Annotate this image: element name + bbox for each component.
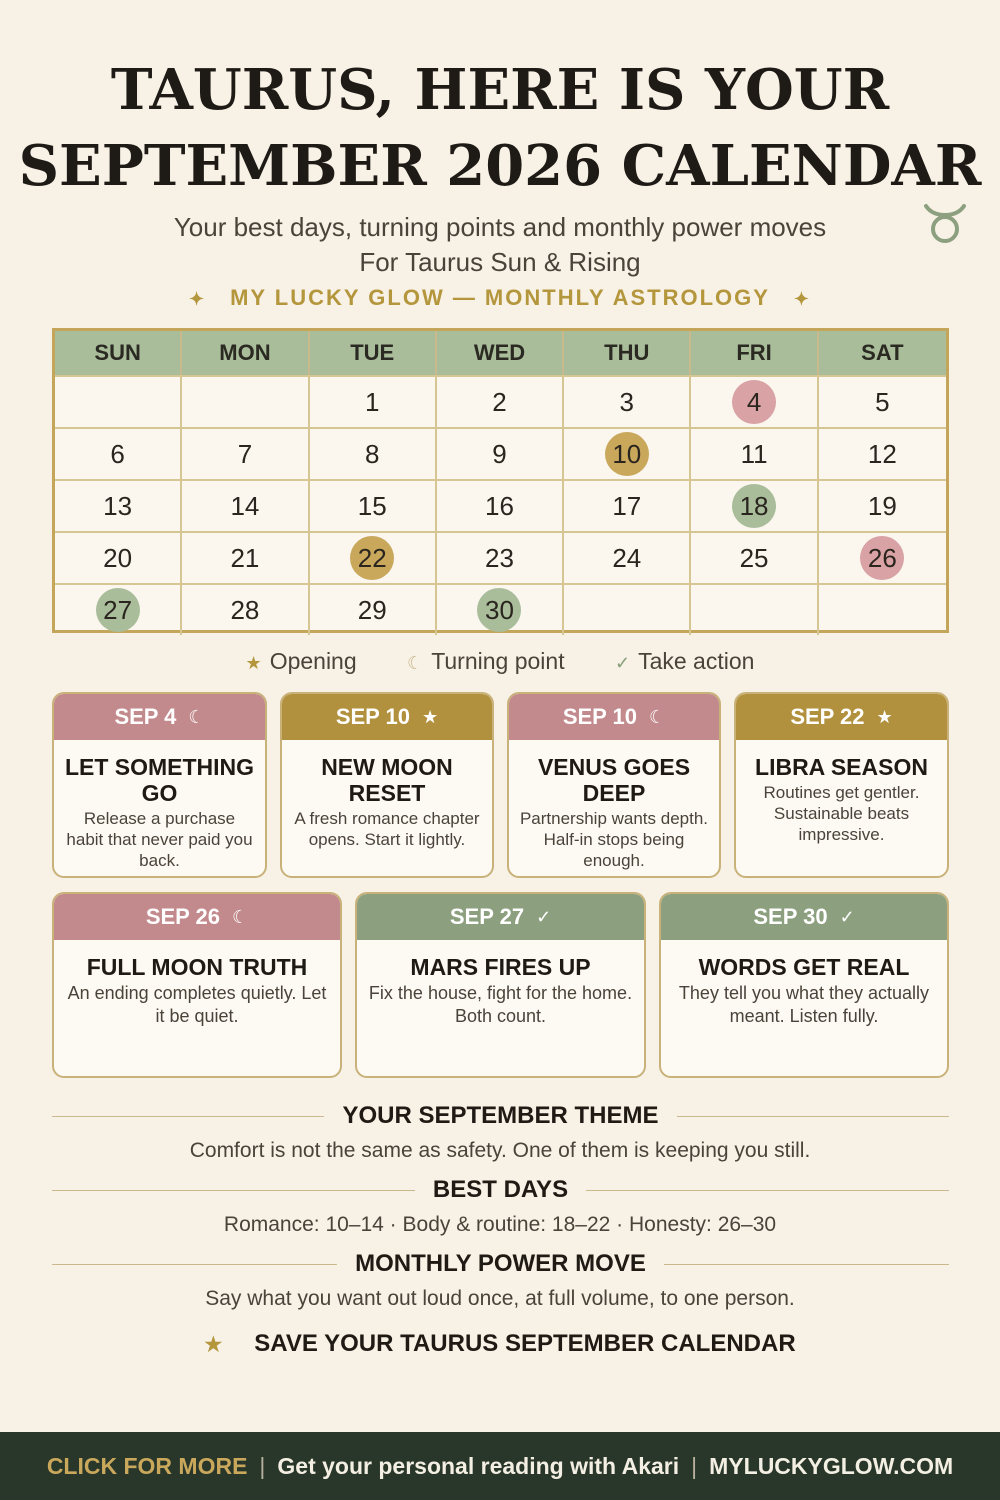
weekday-sun: SUN — [55, 331, 182, 375]
legend-opening — [246, 648, 357, 674]
card-title: WORDS GET REAL — [698, 954, 910, 980]
legend-take-action — [615, 648, 754, 674]
day-number: 12 — [867, 438, 897, 469]
card-date: SEP 30 — [753, 904, 828, 929]
star-icon: ★ — [876, 706, 893, 727]
card-date: SEP 10 — [335, 704, 411, 729]
day-number: 8 — [364, 438, 380, 469]
title-line-2: SEPTEMBER 2026 CALENDAR — [18, 133, 982, 199]
highlighted-day-number: 27 — [96, 588, 140, 632]
click-for-more-link[interactable]: CLICK FOR MORE — [46, 1452, 248, 1479]
theme-text: Comfort is not the same as safety. One of them is keeping you still. — [189, 1139, 811, 1162]
star-icon: ★ — [422, 706, 439, 727]
day-number: 15 — [357, 490, 387, 521]
day-number: 7 — [237, 438, 253, 469]
day-number: 3 — [619, 386, 635, 417]
calendar-day[interactable] — [55, 479, 182, 531]
save-calendar-link[interactable] — [0, 1330, 1000, 1358]
calendar-day[interactable] — [564, 427, 691, 479]
calendar-day[interactable] — [564, 531, 691, 583]
month-calendar — [52, 328, 949, 633]
highlighted-day-number: 22 — [350, 536, 394, 580]
card-title: MARS FIRES UP — [410, 954, 591, 980]
event-card[interactable] — [52, 692, 267, 878]
calendar-grid — [55, 375, 946, 635]
weekday-tue: TUE — [310, 331, 437, 375]
sparkle-icon: ✦ — [793, 289, 812, 309]
calendar-day[interactable] — [310, 479, 437, 531]
event-card[interactable] — [659, 892, 949, 1078]
subtitle-line-1: Your best days, turning points and monthly power moves — [173, 212, 827, 242]
card-date: SEP 10 — [562, 704, 638, 729]
calendar-day[interactable] — [691, 375, 818, 427]
card-date-header — [54, 894, 340, 940]
calendar-day[interactable] — [310, 583, 437, 635]
weekday-wed: WED — [437, 331, 564, 375]
moon-icon: ☾ — [188, 706, 205, 727]
brand-line — [0, 285, 1000, 311]
card-description: A fresh romance chapter opens. Start it lightly. — [294, 809, 480, 849]
check-icon: ✓ — [536, 906, 552, 927]
page-title — [0, 52, 1000, 204]
day-number: 6 — [110, 438, 125, 469]
title-line-1: TAURUS, HERE IS YOUR — [110, 57, 890, 123]
card-title: NEW MOON RESET — [321, 754, 453, 806]
day-number: 29 — [357, 594, 387, 625]
weekday-mon: MON — [182, 331, 309, 375]
subtitle-line-2: For Taurus Sun & Rising — [359, 247, 641, 277]
event-card[interactable] — [507, 692, 721, 878]
power-move-section — [52, 1249, 949, 1279]
card-description: Routines get gentler. Sustainable beats impressive. — [763, 783, 920, 844]
calendar-empty-cell — [564, 583, 691, 635]
reading-text: Get your personal reading with Akari — [277, 1452, 680, 1479]
best-days-text: Romance: 10–14 · Body & routine: 18–22 · Honesty: 26–30 — [223, 1213, 777, 1236]
calendar-day[interactable] — [564, 375, 691, 427]
sparkle-icon: ✦ — [188, 289, 207, 309]
calendar-day[interactable] — [182, 531, 309, 583]
card-date: SEP 27 — [449, 904, 525, 929]
event-card[interactable] — [52, 892, 342, 1078]
legend-opening-label: Opening — [269, 648, 357, 674]
card-date-header — [661, 894, 947, 940]
moon-icon: ☾ — [232, 906, 249, 927]
day-number: 14 — [230, 490, 260, 521]
highlighted-day-number: 10 — [605, 432, 649, 476]
day-number: 9 — [492, 438, 507, 469]
card-date-header — [736, 694, 947, 740]
day-number: 17 — [612, 490, 642, 521]
calendar-day[interactable] — [819, 531, 946, 583]
weekday-fri: FRI — [691, 331, 818, 375]
moon-icon: ☾ — [649, 706, 666, 727]
calendar-day[interactable] — [182, 583, 309, 635]
calendar-day[interactable] — [55, 531, 182, 583]
calendar-day[interactable] — [55, 583, 182, 635]
card-date: SEP 22 — [790, 704, 865, 729]
moon-icon: ☾ — [407, 653, 424, 673]
card-date-header — [357, 894, 644, 940]
calendar-empty-cell — [55, 375, 182, 427]
brand-text: MY LUCKY GLOW — MONTHLY ASTROLOGY — [230, 285, 770, 310]
legend — [0, 648, 1000, 675]
calendar-day[interactable] — [564, 479, 691, 531]
legend-turning-point — [407, 648, 565, 674]
weekday-thu: THU — [564, 331, 691, 375]
calendar-day[interactable] — [437, 479, 564, 531]
highlighted-day-number: 26 — [860, 536, 904, 580]
footer-banner[interactable] — [0, 1432, 1000, 1500]
power-move-heading: MONTHLY POWER MOVE — [52, 1249, 949, 1279]
day-number: 5 — [875, 386, 890, 417]
card-date-header — [509, 694, 719, 740]
weekday-header — [55, 331, 946, 375]
card-description: Fix the house, fight for the home. Both count. — [368, 983, 633, 1026]
card-description: Release a purchase habit that never paid you back. — [66, 809, 253, 870]
calendar-day[interactable] — [437, 375, 564, 427]
card-title: VENUS GOES DEEP — [537, 754, 691, 806]
day-number: 2 — [492, 386, 507, 417]
calendar-day[interactable] — [437, 427, 564, 479]
highlighted-day-number: 4 — [732, 380, 776, 424]
theme-section — [52, 1101, 949, 1131]
day-number: 20 — [103, 542, 133, 573]
card-date: SEP 4 — [114, 704, 177, 729]
best-days-heading: BEST DAYS — [52, 1175, 949, 1205]
calendar-day[interactable] — [182, 427, 309, 479]
calendar-day[interactable] — [55, 427, 182, 479]
separator: | — [691, 1452, 698, 1479]
day-number: 28 — [230, 594, 260, 625]
card-date-header — [54, 694, 265, 740]
day-number: 23 — [485, 542, 514, 573]
calendar-empty-cell — [691, 583, 818, 635]
day-number: 11 — [740, 438, 768, 469]
calendar-day[interactable] — [437, 583, 564, 635]
day-number: 21 — [230, 542, 260, 573]
subtitle — [0, 210, 1000, 280]
calendar-empty-cell — [182, 375, 309, 427]
card-description: An ending completes quietly. Let it be quiet. — [67, 983, 327, 1026]
check-icon: ✓ — [839, 906, 855, 927]
card-title: FULL MOON TRUTH — [86, 954, 308, 980]
day-number: 19 — [867, 490, 897, 521]
separator: | — [259, 1452, 266, 1479]
calendar-day[interactable] — [310, 375, 437, 427]
day-number: 13 — [103, 490, 133, 521]
calendar-day[interactable] — [437, 531, 564, 583]
weekday-sat: SAT — [861, 340, 904, 365]
power-move-text: Say what you want out loud once, at full volume, to one person. — [205, 1287, 795, 1310]
card-description: Partnership wants depth. Half-in stops being enough. — [519, 809, 709, 870]
calendar-day[interactable] — [310, 427, 437, 479]
highlighted-day-number: 18 — [732, 484, 776, 528]
calendar-day[interactable] — [691, 531, 818, 583]
calendar-day[interactable] — [819, 375, 946, 427]
calendar-empty-cell — [819, 583, 946, 635]
calendar-day[interactable] — [819, 427, 946, 479]
day-number: 24 — [612, 542, 642, 573]
star-icon: ★ — [245, 653, 262, 673]
calendar-day[interactable] — [691, 479, 818, 531]
event-card[interactable] — [280, 692, 494, 878]
highlighted-day-number: 30 — [477, 588, 521, 632]
day-number: 16 — [485, 490, 514, 521]
event-card[interactable] — [734, 692, 949, 878]
calendar-day[interactable] — [691, 427, 818, 479]
best-days-section — [52, 1175, 949, 1205]
card-date: SEP 26 — [145, 904, 221, 929]
legend-action-label: Take action — [638, 648, 755, 674]
card-description: They tell you what they actually meant. Listen fully. — [678, 983, 930, 1026]
card-date-header — [282, 694, 492, 740]
card-title: LET SOMETHING GO — [64, 754, 255, 806]
theme-heading: YOUR SEPTEMBER THEME — [52, 1101, 949, 1131]
check-icon: ✓ — [614, 653, 631, 673]
card-title: LIBRA SEASON — [755, 754, 928, 780]
save-label: SAVE YOUR TAURUS SEPTEMBER CALENDAR — [254, 1330, 796, 1357]
calendar-day[interactable] — [819, 479, 946, 531]
site-link[interactable]: MYLUCKYGLOW.COM — [709, 1452, 954, 1479]
star-icon: ★ — [204, 1334, 223, 1356]
event-card[interactable] — [355, 892, 646, 1078]
calendar-day[interactable] — [182, 479, 309, 531]
day-number: 25 — [739, 542, 769, 573]
legend-turning-label: Turning point — [431, 648, 565, 674]
calendar-day[interactable] — [310, 531, 437, 583]
day-number: 1 — [364, 386, 380, 417]
